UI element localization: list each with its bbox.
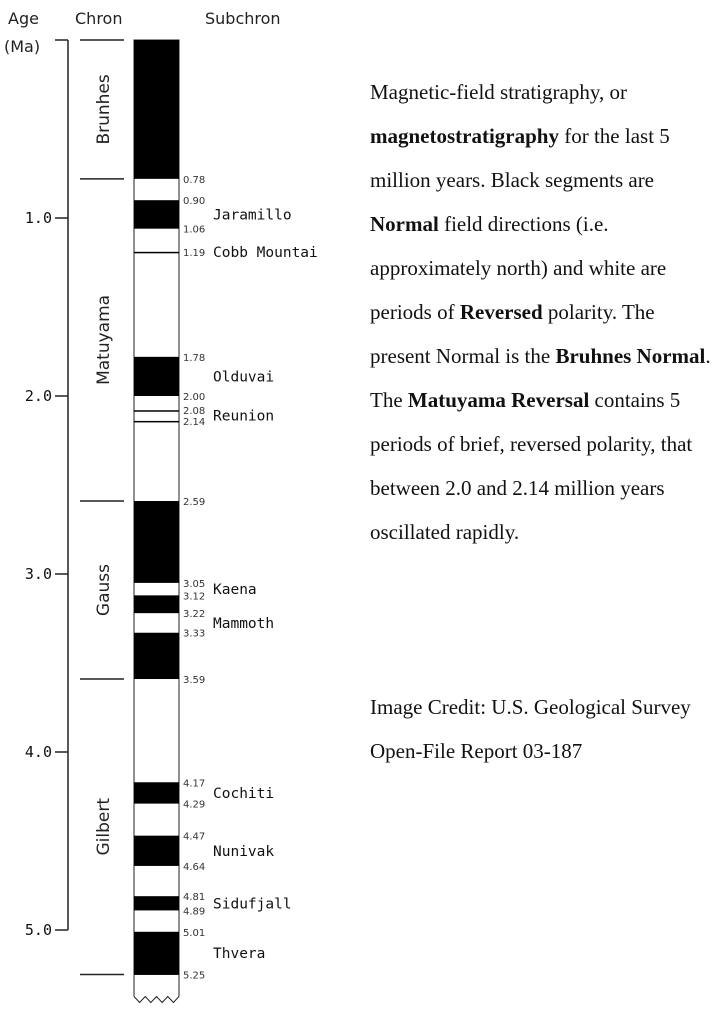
caption-text: Magnetic-field stratigraphy, or magnetostratigraphy for the last 5 million years. Black segments are Normal field directions (i.e. approximately north) and white are periods of Reversed polarity. The present Normal is the Bruhnes Normal. The Matuyama Reversal contains 5 periods of brief, reversed polarity, that between 2.0 and 2.14 million years oscillated rapidly.	[370, 80, 711, 544]
subchron-label: Mammoth	[213, 615, 275, 632]
normal-polarity-segment	[134, 252, 179, 254]
normal-polarity-segment	[134, 782, 179, 803]
boundary-age-label: 4.17	[183, 778, 206, 790]
subchron-label: Reunion	[213, 408, 275, 425]
subchron-label: Cobb Mountai	[213, 244, 318, 261]
normal-polarity-segment	[134, 40, 179, 179]
age-axis	[25, 40, 68, 939]
boundary-age-label: 2.00	[183, 392, 206, 403]
subchron-header: Subchron	[205, 9, 281, 28]
normal-polarity-segment	[134, 896, 179, 910]
age-header: Age	[8, 9, 39, 28]
normal-polarity-segment	[134, 932, 179, 975]
boundary-age-label: 1.78	[183, 352, 206, 364]
chron-label: Gauss	[94, 563, 114, 617]
boundary-age-label: 4.29	[183, 799, 206, 811]
chron-header: Chron	[75, 9, 123, 28]
subchron-label: Jaramillo	[213, 207, 292, 224]
boundary-age-label: 3.12	[183, 591, 206, 603]
boundary-age-label: 2.14	[183, 416, 206, 428]
subchron-label: Nunivak	[213, 843, 275, 860]
boundary-age-label: 3.05	[183, 578, 206, 590]
normal-polarity-segment	[134, 410, 179, 412]
normal-polarity-segment	[134, 501, 179, 583]
boundary-age-label: 1.06	[183, 224, 206, 236]
boundary-labels	[183, 175, 205, 982]
age-tick-label: 4.0	[24, 743, 52, 761]
boundary-age-label: 3.59	[183, 675, 206, 687]
boundary-age-label: 3.33	[183, 628, 206, 640]
chron-label: Brunhes	[94, 74, 114, 145]
image-credit: Image Credit: U.S. Geological Survey Open-File Report 03-187	[370, 695, 691, 763]
boundary-age-label: 2.59	[183, 497, 206, 509]
subchron-label: Cochiti	[213, 785, 275, 802]
subchron-label: Kaena	[213, 582, 257, 599]
subchron-label: Olduvai	[213, 369, 275, 386]
boundary-age-label: 4.81	[183, 892, 206, 904]
age-unit-label: (Ma)	[4, 37, 41, 56]
normal-polarity-segment	[134, 633, 179, 679]
boundary-age-label: 4.64	[183, 861, 206, 873]
age-tick-label: 2.0	[24, 387, 52, 405]
polarity-column	[134, 40, 179, 1003]
chron-column	[80, 40, 124, 975]
boundary-age-label: 4.89	[183, 906, 206, 918]
boundary-age-label: 1.19	[183, 247, 206, 259]
boundary-age-label: 4.47	[183, 831, 206, 843]
age-tick-label: 1.0	[24, 209, 52, 227]
subchron-label: Thvera	[213, 946, 266, 963]
normal-polarity-segment	[134, 200, 179, 228]
boundary-age-label: 3.22	[183, 609, 206, 621]
subchron-label: Sidufjall	[213, 896, 292, 913]
column-break-zigzag	[134, 997, 179, 1003]
boundary-age-label: 0.78	[183, 174, 206, 186]
boundary-age-label: 5.01	[183, 927, 206, 939]
subchron-labels	[213, 207, 318, 962]
boundary-age-label: 2.08	[183, 406, 206, 418]
boundary-age-label: 5.25	[183, 970, 206, 982]
normal-polarity-segment	[134, 595, 179, 613]
age-tick-label: 3.0	[24, 565, 52, 583]
normal-polarity-segment	[134, 836, 179, 866]
normal-polarity-segment	[134, 421, 179, 423]
chron-label: Matuyama	[94, 294, 114, 385]
age-tick-label: 5.0	[24, 921, 52, 939]
chron-label: Gilbert	[94, 797, 114, 856]
normal-polarity-segment	[134, 357, 179, 396]
boundary-age-label: 0.90	[183, 196, 206, 208]
